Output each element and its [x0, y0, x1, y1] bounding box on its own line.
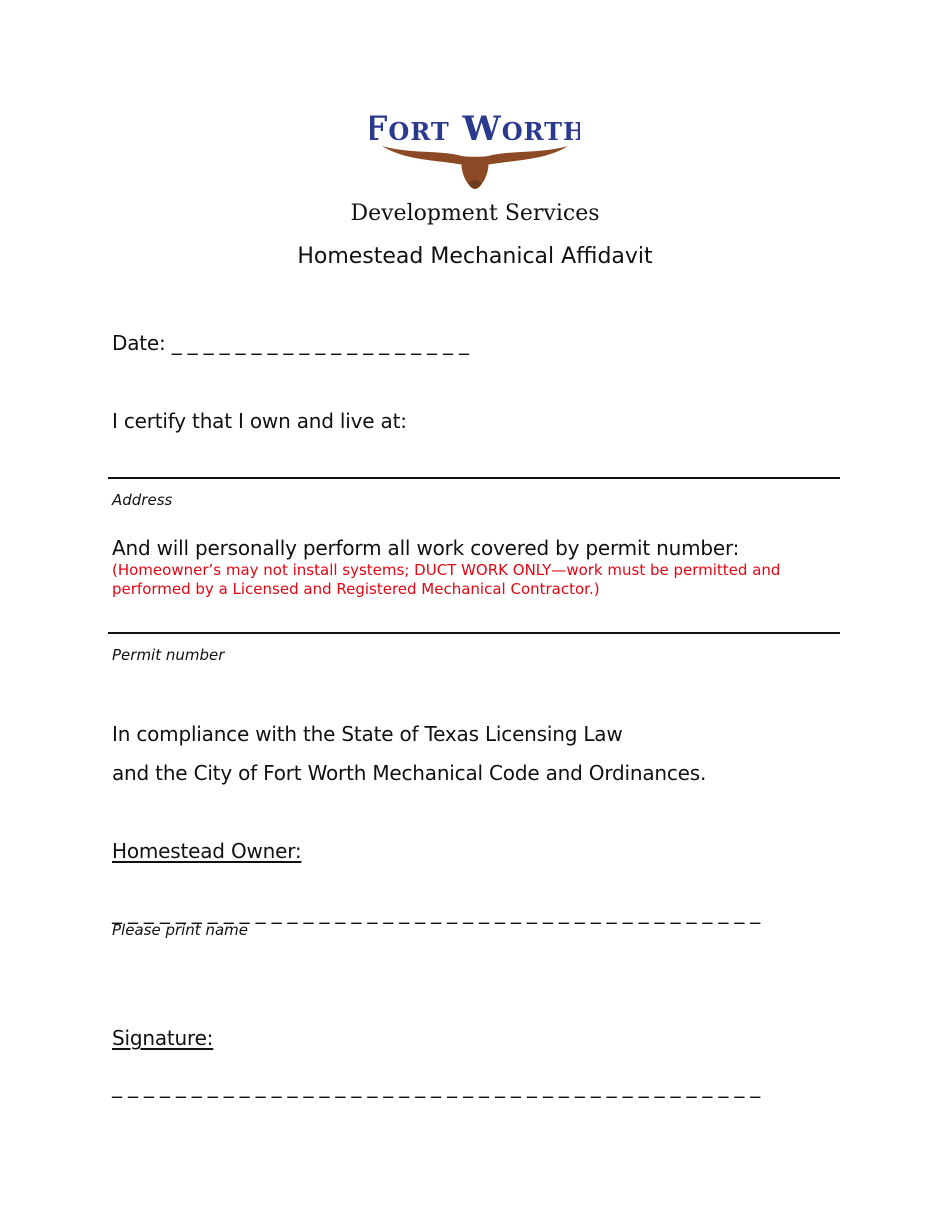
longhorn-icon [370, 104, 580, 194]
department-name: Development Services [350, 201, 600, 226]
permit-notice [112, 561, 780, 599]
date-label: Date: [112, 331, 166, 355]
signature-label: Signature: [112, 1026, 214, 1050]
page-title: Homestead Mechanical Affidavit [297, 244, 653, 269]
fort-worth-logo [370, 104, 580, 194]
owner-name-blank[interactable]: _ _ _ _ _ _ _ _ _ _ _ _ _ _ _ _ _ _ _ _ _ _ _ _ _ _ _ _ _ _ _ _ _ _ _ _ _ _ _ _ _ [112, 900, 761, 924]
permit-notice-line: performed by a Licensed and Registered Mechanical Contractor.) [112, 580, 600, 598]
date-blank[interactable]: _ _ _ _ _ _ _ _ _ _ _ _ _ _ _ _ _ _ _ [171, 331, 469, 355]
address-line[interactable] [108, 477, 840, 479]
permit-number-line[interactable] [108, 632, 840, 634]
signature-blank[interactable]: _ _ _ _ _ _ _ _ _ _ _ _ _ _ _ _ _ _ _ _ _ _ _ _ _ _ _ _ _ _ _ _ _ _ _ _ _ _ _ _ _ [112, 1074, 761, 1098]
date-field[interactable] [112, 331, 469, 355]
permit-caption: Permit number [112, 646, 225, 664]
permit-statement: And will personally perform all work covered by permit number: [112, 536, 740, 560]
owner-name-caption: Please print name [112, 921, 248, 939]
compliance-line: In compliance with the State of Texas Licensing Law [112, 722, 623, 746]
address-caption: Address [112, 491, 173, 509]
logo-wordmark: Fort Worth [370, 109, 580, 149]
permit-notice-line: (Homeowner’s may not install systems; DUCT WORK ONLY—work must be permitted and [112, 561, 781, 579]
address-statement: I certify that I own and live at: [112, 409, 407, 433]
homestead-owner-label: Homestead Owner: [112, 839, 302, 863]
compliance-line: and the City of Fort Worth Mechanical Code and Ordinances. [112, 761, 707, 785]
